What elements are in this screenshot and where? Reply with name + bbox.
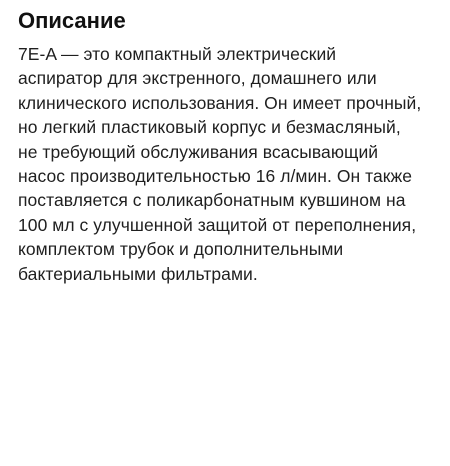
description-line: комплектом трубок и дополнительными [18, 239, 344, 260]
description-line: 100 мл с улучшенной защитой от переполнения, [18, 214, 417, 235]
description-line: аспиратор для экстренного, домашнего или [18, 68, 377, 89]
description-line: 7E-A — это компактный электрический [18, 44, 337, 64]
description-line: не требующий обслуживания всасывающий [18, 141, 379, 162]
description-line: бактериальными фильтрами. [18, 263, 258, 284]
description-line: клинического использования. Он имеет прочный, [18, 92, 422, 113]
description-line: поставляется с поликарбонатным кувшином на [18, 190, 406, 211]
description-paragraph [18, 42, 440, 286]
description-line: насос производительностью 16 л/мин. Он также [18, 166, 413, 187]
description-line: но легкий пластиковый корпус и безмасляный, [18, 117, 401, 138]
section-title: Описание [18, 8, 126, 33]
